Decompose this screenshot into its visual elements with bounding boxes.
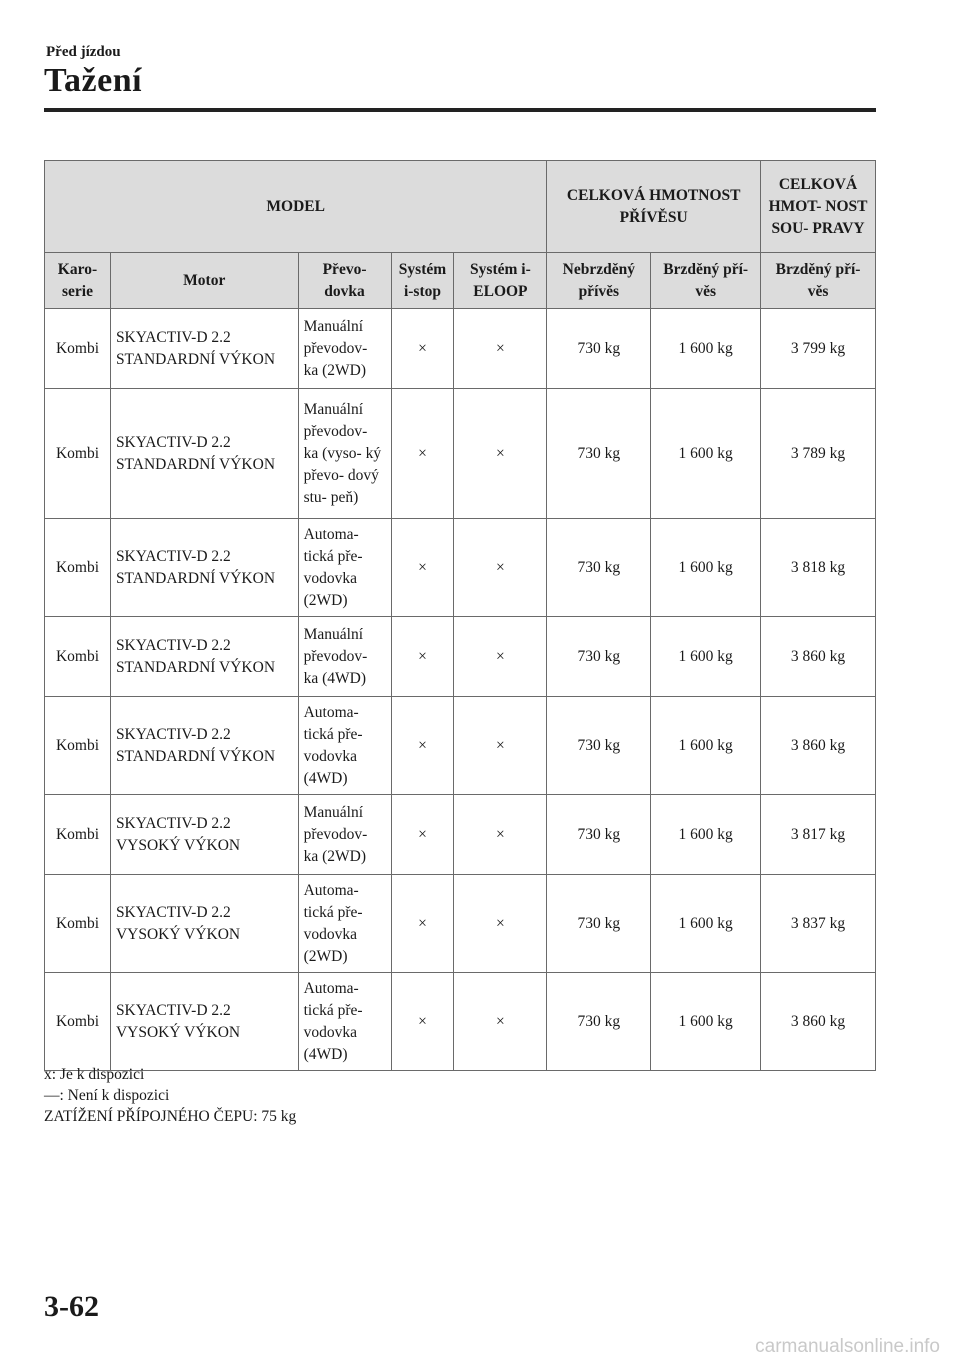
header-body: Karo- serie <box>45 253 111 309</box>
table-row <box>45 389 876 519</box>
cell-unbraked: 730 kg <box>547 697 651 795</box>
cell-body: Kombi <box>45 309 111 389</box>
cell-engine: SKYACTIV-D 2.2 STANDARDNÍ VÝKON <box>110 697 298 795</box>
cell-engine: SKYACTIV-D 2.2 STANDARDNÍ VÝKON <box>110 389 298 519</box>
cell-unbraked: 730 kg <box>547 795 651 875</box>
cell-istop: × <box>391 617 454 697</box>
table-notes <box>44 1064 296 1127</box>
header-trailer-weight: CELKOVÁ HMOTNOST PŘÍVĚSU <box>547 161 761 253</box>
table-row <box>45 875 876 973</box>
cell-ieloop: × <box>454 309 547 389</box>
cell-braked: 1 600 kg <box>651 973 761 1071</box>
cell-body: Kombi <box>45 795 111 875</box>
cell-body: Kombi <box>45 875 111 973</box>
cell-ieloop: × <box>454 389 547 519</box>
cell-braked: 1 600 kg <box>651 519 761 617</box>
cell-braked: 1 600 kg <box>651 309 761 389</box>
cell-ieloop: × <box>454 795 547 875</box>
note-available: x: Je k dispozici <box>44 1066 145 1083</box>
header-model: MODEL <box>45 161 547 253</box>
cell-engine: SKYACTIV-D 2.2 STANDARDNÍ VÝKON <box>110 309 298 389</box>
header-combined-weight: CELKOVÁ HMOT- NOST SOU- PRAVY <box>761 161 876 253</box>
header-ieloop: Systém i-ELOOP <box>454 253 547 309</box>
cell-braked: 1 600 kg <box>651 875 761 973</box>
note-not-available: ―: Není k dispozici <box>44 1087 170 1104</box>
cell-ieloop: × <box>454 697 547 795</box>
cell-unbraked: 730 kg <box>547 973 651 1071</box>
cell-istop: × <box>391 389 454 519</box>
header-transmission: Převo- dovka <box>298 253 391 309</box>
cell-istop: × <box>391 973 454 1071</box>
cell-istop: × <box>391 875 454 973</box>
cell-istop: × <box>391 795 454 875</box>
page-title: Tažení <box>44 62 143 99</box>
cell-braked: 1 600 kg <box>651 617 761 697</box>
cell-ieloop: × <box>454 519 547 617</box>
cell-istop: × <box>391 519 454 617</box>
header-braked: Brzděný pří- věs <box>651 253 761 309</box>
cell-combined: 3 837 kg <box>761 875 876 973</box>
cell-combined: 3 799 kg <box>761 309 876 389</box>
towing-spec-table <box>44 160 876 1071</box>
cell-braked: 1 600 kg <box>651 697 761 795</box>
cell-combined: 3 860 kg <box>761 697 876 795</box>
cell-transmission: Automa- tická pře- vodovka (4WD) <box>298 973 391 1071</box>
cell-engine: SKYACTIV-D 2.2 VYSOKÝ VÝKON <box>110 875 298 973</box>
page-number: 3-62 <box>44 1290 99 1323</box>
cell-transmission: Automa- tická pře- vodovka (2WD) <box>298 519 391 617</box>
cell-body: Kombi <box>45 389 111 519</box>
cell-unbraked: 730 kg <box>547 617 651 697</box>
header-unbraked: Nebrzděný přívěs <box>547 253 651 309</box>
table-row <box>45 795 876 875</box>
table-row <box>45 697 876 795</box>
cell-istop: × <box>391 309 454 389</box>
cell-combined: 3 817 kg <box>761 795 876 875</box>
cell-ieloop: × <box>454 875 547 973</box>
watermark: carmanualsonline.info <box>755 1336 940 1357</box>
cell-braked: 1 600 kg <box>651 795 761 875</box>
cell-transmission: Automa- tická pře- vodovka (4WD) <box>298 697 391 795</box>
cell-transmission: Manuální převodov- ka (4WD) <box>298 617 391 697</box>
table-row <box>45 617 876 697</box>
cell-body: Kombi <box>45 697 111 795</box>
cell-transmission: Manuální převodov- ka (vyso- ký převo- dový stu- peň) <box>298 389 391 519</box>
cell-istop: × <box>391 697 454 795</box>
cell-combined: 3 789 kg <box>761 389 876 519</box>
cell-body: Kombi <box>45 973 111 1071</box>
header-engine: Motor <box>110 253 298 309</box>
cell-combined: 3 860 kg <box>761 617 876 697</box>
cell-combined: 3 860 kg <box>761 973 876 1071</box>
title-rule <box>44 108 876 112</box>
cell-unbraked: 730 kg <box>547 519 651 617</box>
table-row <box>45 973 876 1071</box>
cell-ieloop: × <box>454 617 547 697</box>
cell-transmission: Manuální převodov- ka (2WD) <box>298 309 391 389</box>
table-row <box>45 309 876 389</box>
header-braked-combined: Brzděný pří- věs <box>761 253 876 309</box>
cell-engine: SKYACTIV-D 2.2 STANDARDNÍ VÝKON <box>110 519 298 617</box>
cell-unbraked: 730 kg <box>547 389 651 519</box>
cell-engine: SKYACTIV-D 2.2 VYSOKÝ VÝKON <box>110 973 298 1071</box>
cell-body: Kombi <box>45 617 111 697</box>
cell-transmission: Manuální převodov- ka (2WD) <box>298 795 391 875</box>
table-row <box>45 519 876 617</box>
cell-engine: SKYACTIV-D 2.2 STANDARDNÍ VÝKON <box>110 617 298 697</box>
cell-unbraked: 730 kg <box>547 875 651 973</box>
cell-transmission: Automa- tická pře- vodovka (2WD) <box>298 875 391 973</box>
note-hitch-load: ZATÍŽENÍ PŘÍPOJNÉHO ČEPU: 75 kg <box>44 1108 297 1125</box>
cell-braked: 1 600 kg <box>651 389 761 519</box>
cell-engine: SKYACTIV-D 2.2 VYSOKÝ VÝKON <box>110 795 298 875</box>
cell-ieloop: × <box>454 973 547 1071</box>
section-label: Před jízdou <box>46 44 121 60</box>
cell-body: Kombi <box>45 519 111 617</box>
cell-unbraked: 730 kg <box>547 309 651 389</box>
header-istop: Systém i-stop <box>391 253 454 309</box>
cell-combined: 3 818 kg <box>761 519 876 617</box>
